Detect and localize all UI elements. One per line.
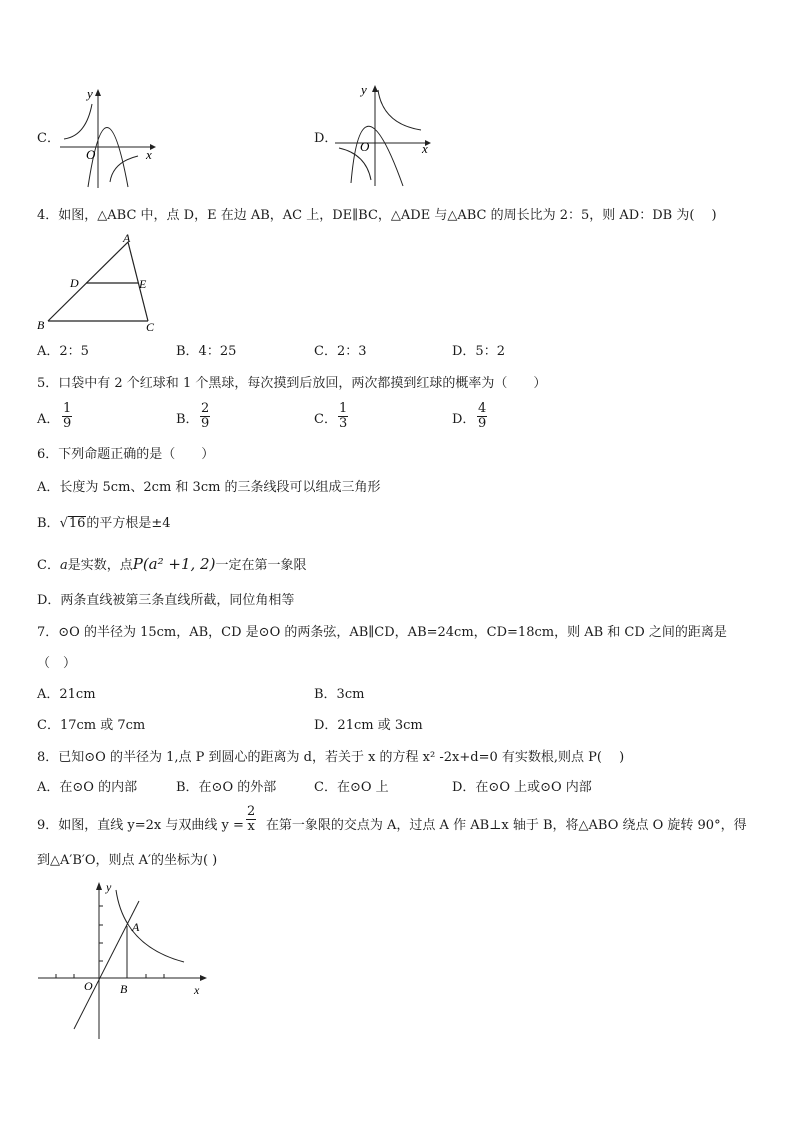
q9-fraction-den: x — [247, 819, 255, 834]
q6-stem: 6．下列命题正确的是（ ） — [37, 447, 215, 462]
q5-option-d-den: 9 — [478, 416, 487, 431]
q6-option-b-rest: 的平方根是±4 — [86, 516, 171, 531]
q9-point-a: A — [132, 920, 140, 934]
q6-option-b-radicand: 16 — [68, 516, 86, 531]
q4-option-a[interactable]: A．2：5 — [37, 344, 89, 359]
q3d-y-label: y — [361, 82, 367, 97]
q5-option-d-label[interactable]: D． — [452, 412, 476, 427]
q3c-y-label: y — [87, 86, 93, 101]
q3c-x-label: x — [146, 147, 152, 162]
q9-stem-line1 — [37, 818, 747, 834]
q4-option-c[interactable]: C．2：3 — [314, 344, 367, 359]
q5-stem: 5．口袋中有 2 个红球和 1 个黑球，每次摸到后放回，两次都摸到红球的概率为（ ） — [37, 376, 547, 391]
q4-option-d[interactable]: D．5：2 — [452, 344, 505, 359]
q4-point-b: B — [37, 318, 45, 332]
q6-option-d[interactable]: D．两条直线被第三条直线所截，同位角相等 — [37, 593, 295, 608]
q9-graph-figure — [36, 876, 216, 1044]
q6-option-c-point: P(a² +1, 2) — [132, 555, 216, 573]
q5-option-c-fraction[interactable] — [338, 402, 348, 431]
q5-option-c-num: 1 — [339, 401, 348, 416]
q6-option-c-label: C． — [37, 558, 60, 573]
q9-stem-before: 9．如图，直线 y=2x 与双曲线 y = — [37, 818, 244, 833]
q4-point-d: D — [70, 276, 79, 290]
q4-stem: 4．如图，△ABC 中，点 D，E 在边 AB，AC 上，DE∥BC，△ADE 与△ABC 的周长比为 2：5，则 AD：DB 为( ) — [37, 208, 717, 223]
q3d-x-label: x — [422, 141, 428, 156]
q5-option-a-fraction[interactable] — [62, 402, 72, 431]
q4-point-a: A — [123, 231, 131, 245]
q7-option-d[interactable]: D．21cm 或 3cm — [314, 718, 423, 733]
q5-option-c-label[interactable]: C． — [314, 412, 337, 427]
q6-option-b-label: B． — [37, 516, 60, 531]
q3-option-d-graph — [333, 80, 443, 188]
q3-option-d-label: D． — [314, 131, 338, 146]
q9-x-label: x — [194, 983, 200, 997]
q9-origin-label: O — [84, 979, 93, 993]
q4-option-b[interactable]: B．4：25 — [176, 344, 237, 359]
q9-stem-line2: 到△A′B′O，则点 A′的坐标为( ) — [37, 853, 218, 868]
q6-option-b[interactable] — [37, 516, 171, 532]
q8-option-c[interactable]: C．在⊙O 上 — [314, 780, 389, 795]
q5-option-a-num: 1 — [63, 401, 72, 416]
q5-option-b-fraction[interactable] — [200, 402, 210, 431]
q5-option-b-den: 9 — [201, 416, 210, 431]
q4-point-e: E — [139, 277, 147, 291]
q9-fraction — [246, 805, 256, 834]
q6-option-c-rest: 一定在第一象限 — [215, 558, 307, 573]
q5-option-d-fraction[interactable] — [477, 402, 487, 431]
q7-option-a[interactable]: A．21cm — [37, 687, 96, 702]
q5-option-b-num: 2 — [201, 401, 210, 416]
q3c-origin-label: O — [86, 147, 96, 162]
q8-option-d[interactable]: D．在⊙O 上或⊙O 内部 — [452, 780, 592, 795]
q5-option-a-den: 9 — [63, 416, 72, 431]
q7-option-c[interactable]: C．17cm 或 7cm — [37, 718, 146, 733]
q9-stem-after: 在第一象限的交点为 A，过点 A 作 AB⊥x 轴于 B，将△ABO 绕点 O 旋转 90°，得 — [265, 818, 747, 833]
q5-option-d-num: 4 — [478, 401, 487, 416]
q7-stem: 7．⊙O 的半径为 15cm，AB，CD 是⊙O 的两条弦，AB∥CD，AB=24cm，CD=18cm，则 AB 和 CD 之间的距离是 — [37, 625, 727, 640]
q5-option-c-den: 3 — [339, 416, 348, 431]
q9-y-label: y — [106, 880, 112, 894]
q8-option-a[interactable]: A．在⊙O 的内部 — [37, 780, 138, 795]
q6-option-c-var: a — [59, 558, 68, 573]
q3d-origin-label: O — [360, 139, 370, 154]
q8-option-b[interactable]: B．在⊙O 的外部 — [176, 780, 277, 795]
q6-option-c-mid: 是实数，点 — [67, 558, 133, 573]
q9-fraction-num: 2 — [247, 804, 256, 819]
q6-option-c[interactable] — [37, 556, 306, 574]
q7-option-b[interactable]: B．3cm — [314, 687, 365, 702]
q5-option-b-label[interactable]: B． — [176, 412, 199, 427]
q3-option-c-graph — [58, 84, 168, 190]
q3-option-c-label: C． — [37, 131, 60, 146]
q6-option-a[interactable]: A．长度为 5cm、2cm 和 3cm 的三条线段可以组成三角形 — [37, 480, 381, 495]
q7-paren: （ ） — [37, 656, 77, 671]
q4-point-c: C — [146, 320, 155, 334]
sqrt-sign-icon: √ — [59, 516, 68, 531]
q8-stem: 8．已知⊙O 的半径为 1,点 P 到圆心的距离为 d，若关于 x 的方程 x² -2x+d=0 有实数根,则点 P( ) — [37, 750, 625, 765]
q9-point-b: B — [120, 982, 128, 996]
q4-triangle-figure — [36, 232, 166, 336]
q5-option-a-label[interactable]: A． — [37, 412, 60, 427]
